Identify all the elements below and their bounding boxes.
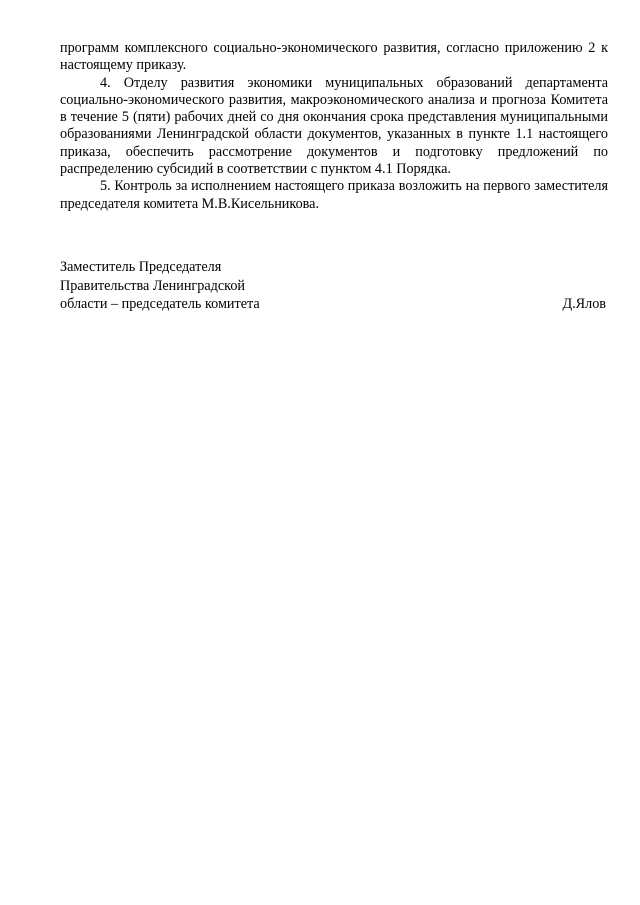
paragraph-item-4: 4. Отделу развития экономики муниципальных образований департамента социально-экономического развития, макроэкономического анализа и прогноза Комитета в течение 5 (пяти) рабочих дней со дня окончания срока представления муниципальными образованиями Ленинградской области документов, указанных в пункте 1.1 настоящего приказа, обеспечить рассмотрение документов и подготовку предложений по распределению субсидий в соответствии с пунктом 4.1 Порядка. (60, 74, 608, 178)
signature-block (60, 258, 606, 314)
paragraph-continuation: программ комплексного социально-экономического развития, согласно приложению 2 к настоящему приказу. (60, 40, 608, 74)
signer-position-line-3: области – председатель комитета (60, 296, 260, 312)
signer-position-line-1: Заместитель Председателя (60, 259, 222, 275)
paragraph-item-5: 5. Контроль за исполнением настоящего приказа возложить на первого заместителя председателя комитета М.В.Кисельникова. (60, 178, 608, 212)
signer-position-line-2: Правительства Ленинградской (60, 277, 246, 294)
signer-name: Д.Ялов (562, 296, 606, 312)
signature-row (60, 295, 606, 314)
document-body (60, 40, 608, 213)
